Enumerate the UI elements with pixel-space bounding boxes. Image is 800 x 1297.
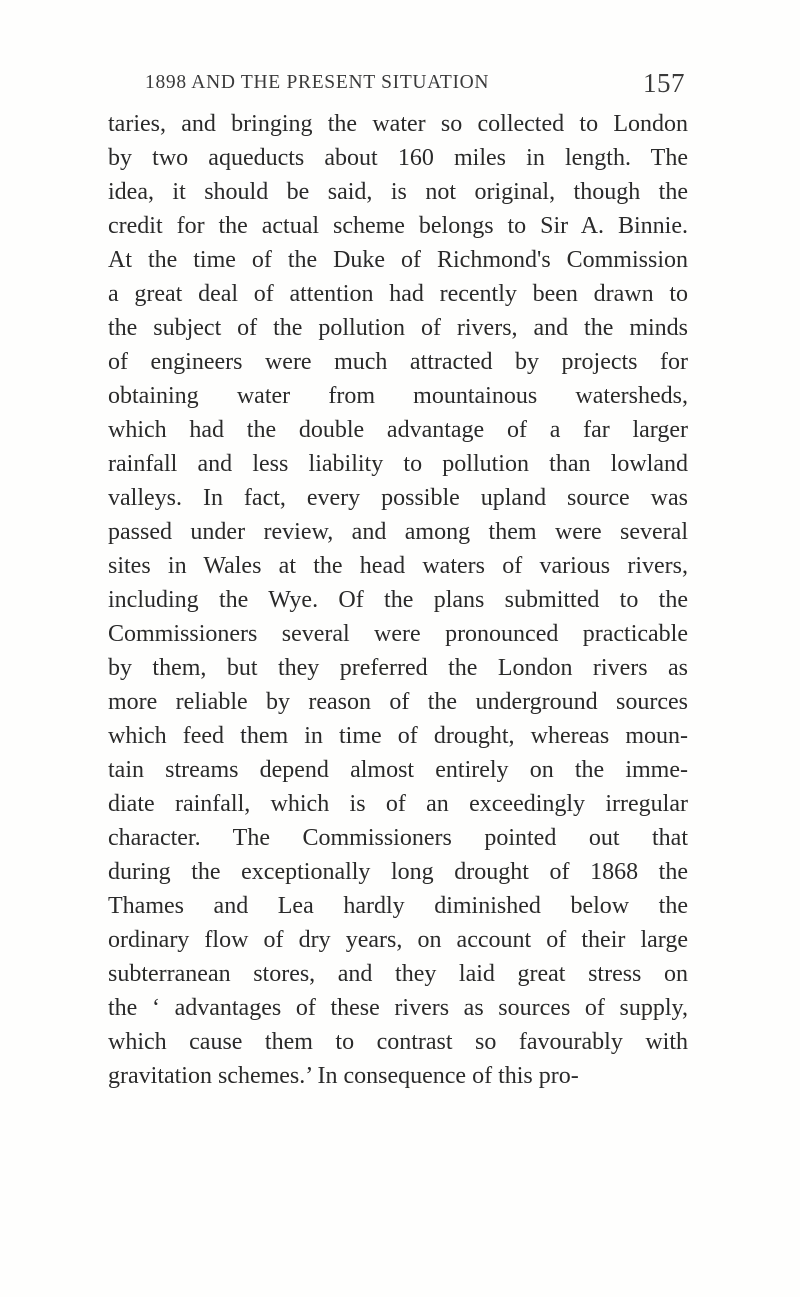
text-line: the subject of the pollution of rivers, and the minds [108,315,688,341]
running-head [145,66,685,100]
text-line: credit for the actual scheme belongs to Sir A. Binnie. [108,213,688,239]
text-line: which feed them in time of drought, whereas moun- [108,723,688,749]
text-line: obtaining water from mountainous watersheds, [108,383,688,409]
text-line: Commissioners several were pronounced practicable [108,621,688,647]
running-title: 1898 AND THE PRESENT SITUATION [145,72,490,93]
text-line: by them, but they preferred the London rivers as [108,655,688,681]
text-line: the ‘ advantages of these rivers as sources of supply, [108,995,688,1021]
text-line: ordinary flow of dry years, on account of their large [108,927,688,953]
text-line: idea, it should be said, is not original, though the [108,179,688,205]
text-line: character. The Commissioners pointed out that [108,825,688,851]
text-line: more reliable by reason of the underground sources [108,689,688,715]
text-line: gravitation schemes.’ In consequence of this pro- [108,1063,579,1089]
text-line: of engineers were much attracted by projects for [108,349,688,375]
text-line: which cause them to contrast so favourably with [108,1029,688,1055]
text-line: including the Wye. Of the plans submitted to the [108,587,688,613]
text-line: tain streams depend almost entirely on the imme- [108,757,688,783]
text-line: rainfall and less liability to pollution than lowland [108,451,688,477]
text-line: valleys. In fact, every possible upland source was [108,485,688,511]
text-line: a great deal of attention had recently been drawn to [108,281,688,307]
text-line: by two aqueducts about 160 miles in length. The [108,145,688,171]
body-text [108,107,688,1093]
page-number: 157 [643,67,685,98]
text-line: passed under review, and among them were several [108,519,688,545]
text-line: taries, and bringing the water so collected to London [108,111,688,137]
text-line: subterranean stores, and they laid great stress on [108,961,688,987]
text-line: during the exceptionally long drought of 1868 the [108,859,688,885]
text-line: which had the double advantage of a far larger [108,417,688,443]
text-line: diate rainfall, which is of an exceedingly irregular [108,791,688,817]
text-line: At the time of the Duke of Richmond's Commission [108,247,688,273]
text-line: Thames and Lea hardly diminished below the [108,893,688,919]
text-line: sites in Wales at the head waters of various rivers, [108,553,688,579]
